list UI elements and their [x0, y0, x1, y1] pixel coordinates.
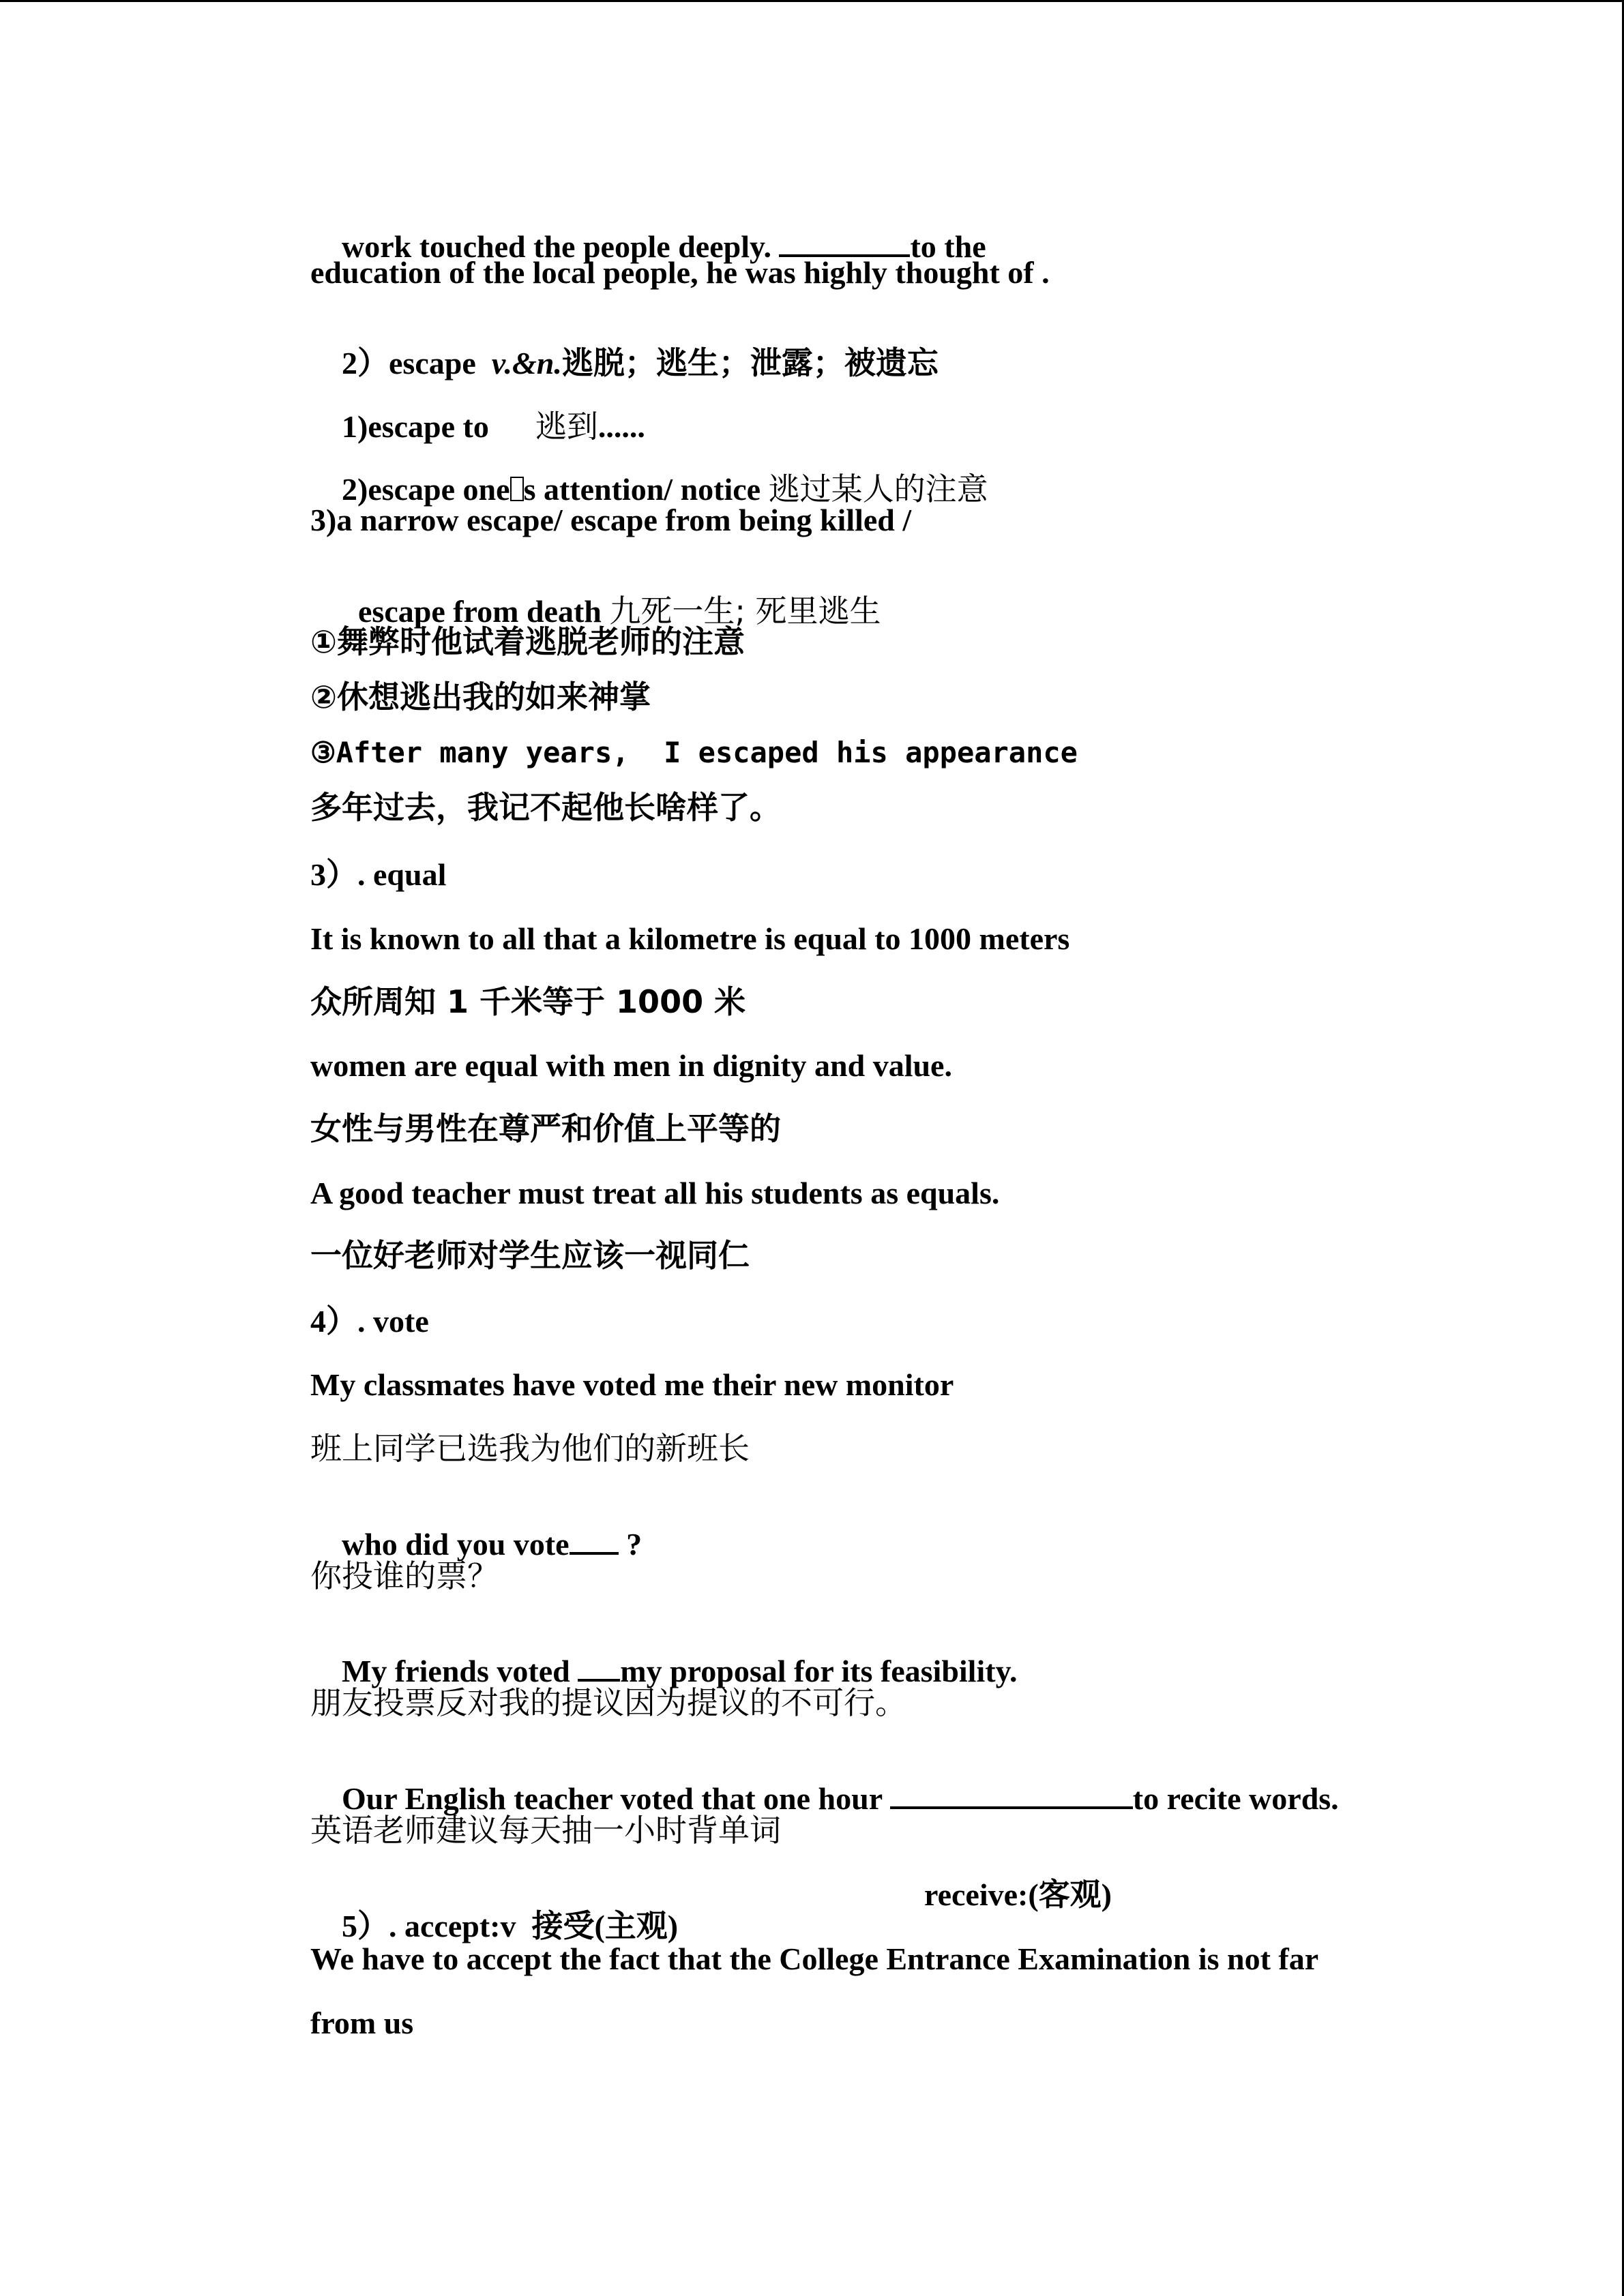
accept-example-1: We have to accept the fact that the College Entrance Examination is not far [310, 1941, 1319, 1976]
missing-glyph-box [510, 477, 524, 501]
example-2: ②休想逃出我的如来神掌 [310, 679, 651, 715]
text-line-escape-from-death: escape from death 九死一生; 死里逃生 [358, 593, 881, 629]
fill-in-blank [779, 231, 910, 257]
equal-example-2-translation: 女性与男性在尊严和价值上平等的 [310, 1110, 781, 1147]
example-3: ③After many years, I escaped his appearance [310, 736, 1078, 769]
vote-example-4: Our English teacher voted that one hour to recite words. [342, 1781, 1339, 1816]
section-heading-escape: 2）escape v.&n.逃脱；逃生；泄露；被遗忘 [342, 344, 939, 381]
accept-example-1-cont: from us [310, 2006, 414, 2040]
vote-example-3-translation: 朋友投票反对我的提议因为提议的不可行。 [310, 1684, 906, 1721]
text-line-escape-to: 1)escape to 逃到...... [342, 408, 645, 445]
vote-example-3: My friends voted my proposal for its feasibility. [342, 1654, 1018, 1688]
equal-example-1: It is known to all that a kilometre is equal to 1000 meters [310, 921, 1070, 956]
text-line-1: work touched the people deeply. to the [342, 229, 986, 264]
equal-example-3-translation: 一位好老师对学生应该一视同仁 [310, 1237, 750, 1274]
text-line-escape-attention: 2)escape one s attention/ notice 逃过某人的注意 [342, 471, 988, 507]
vote-example-1: My classmates have voted me their new monitor [310, 1367, 954, 1402]
equal-example-3: A good teacher must treat all his students as equals. [310, 1176, 1000, 1210]
fill-in-blank [578, 1656, 620, 1682]
equal-example-1-translation: 众所周知 1 千米等于 1000 米 [310, 983, 746, 1020]
vote-example-1-translation: 班上同学已选我为他们的新班长 [310, 1430, 750, 1467]
text-line-2: education of the local people, he was highly thought of . [310, 255, 1050, 290]
document-page [310, 0, 1402, 2296]
section-heading-equal: 3）. equal [310, 857, 447, 892]
vote-example-2: who did you vote ? [342, 1527, 643, 1562]
example-1: ①舞弊时他试着逃脱老师的注意 [310, 623, 745, 660]
section-heading-accept: 5）. accept:v 接受(主观) receive:(客观) [342, 1877, 1112, 1943]
fill-in-blank [890, 1783, 1133, 1809]
section-heading-vote: 4）. vote [310, 1304, 429, 1339]
equal-example-2: women are equal with men in dignity and value. [310, 1048, 952, 1083]
fill-in-blank [570, 1529, 619, 1555]
text-line-narrow-escape: 3)a narrow escape/ escape from being killed / [310, 503, 912, 537]
example-3-translation: 多年过去，我记不起他长啥样了。 [310, 789, 781, 826]
vote-example-4-translation: 英语老师建议每天抽一小时背单词 [310, 1812, 781, 1849]
vote-example-2-translation: 你投谁的票？ [310, 1557, 499, 1594]
